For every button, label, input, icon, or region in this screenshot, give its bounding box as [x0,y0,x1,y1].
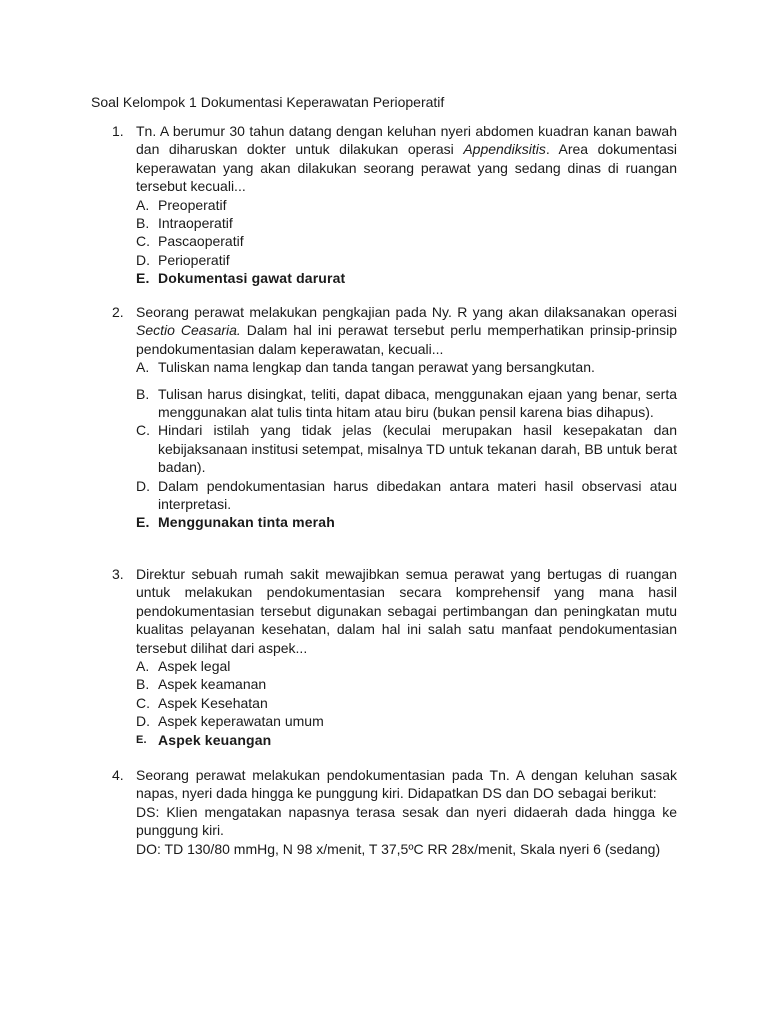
question-number: 3. [112,566,124,582]
option-d: D. Dalam pendokumentasian harus dibedakan antara materi hasil observasi atau interpretasi. [136,477,677,513]
question-2 [112,303,677,532]
question-stem: Seorang perawat melakukan pengkajian pada Ny. R yang akan dilaksanakan operasi Sectio Ceasaria. Dalam hal ini perawat tersebut perlu memperhatikan prinsip-prinsip pendokumentasian dalam keperawatan, kecuali... [136,304,677,357]
option-c: C. Hindari istilah yang tidak jelas (keculai merupakan hasil kesepakatan dan kebijaksanaan institusi setempat, misalnya TD untuk tekanan darah, BB untuk berat badan). [136,422,677,476]
question-1 [112,122,677,288]
option-e-answer: E. Menggunakan tinta merah [136,514,335,531]
subjective-data: DS: Klien mengatakan napasnya terasa sesak dan nyeri didaerah dada hingga ke punggung kiri. [136,803,677,839]
option-b: B. Aspek keamanan [136,676,267,693]
option-a: A. Aspek legal [136,658,231,675]
question-4 [112,766,677,858]
option-e-answer: E. Aspek keuangan [136,731,272,748]
option-b: B. Intraoperatif [136,215,233,232]
option-b: B. Tulisan harus disingkat, teliti, dapat dibaca, menggunakan ejaan yang benar, serta menggunakan alat tulis tinta hitam atau biru (bukan pensil karena bias dihapus). [136,385,677,421]
option-e-answer: E. Dokumentasi gawat darurat [136,270,346,287]
option-d: D. Aspek keperawatan umum [136,713,324,730]
objective-data: DO: TD 130/80 mmHg, N 98 x/menit, T 37,5ºC RR 28x/menit, Skala nyeri 6 (sedang) [136,840,661,857]
question-stem: Tn. A berumur 30 tahun datang dengan keluhan nyeri abdomen kuadran kanan bawah dan diharuskan dokter untuk dilakukan operasi Appendiksitis. Area dokumentasi keperawatan yang akan dilakukan seorang perawat yang sedang dinas di ruangan tersebut kecuali... [136,123,677,195]
question-number: 1. [112,123,124,139]
option-d: D. Perioperatif [136,251,230,268]
option-a: A. Preoperatif [136,196,227,213]
option-c: C. Pascaoperatif [136,233,244,250]
option-a: A. Tuliskan nama lengkap dan tanda tangan perawat yang bersangkutan. [136,359,595,376]
option-c: C. Aspek Kesehatan [136,694,268,711]
question-number: 2. [112,304,124,320]
document-title: Soal Kelompok 1 Dokumentasi Keperawatan Perioperatif [91,94,445,110]
question-stem: Direktur sebuah rumah sakit mewajibkan semua perawat yang bertugas di ruangan untuk melakukan pendokumentasian secara komprehensif yang mana hasil pendokumentasian tersebut digunakan sebagai pertimbangan dan peningkatan mutu kualitas pelayanan kesehatan, dalam hal ini salah satu manfaat pendokumentasian tersebut dilihat dari aspek... [136,566,677,656]
question-3 [112,565,677,749]
question-number: 4. [112,767,124,783]
question-stem: Seorang perawat melakukan pendokumentasian pada Tn. A dengan keluhan sasak napas, nyeri dada hingga ke punggung kiri. Didapatkan DS dan DO sebagai berikut: [136,767,677,802]
